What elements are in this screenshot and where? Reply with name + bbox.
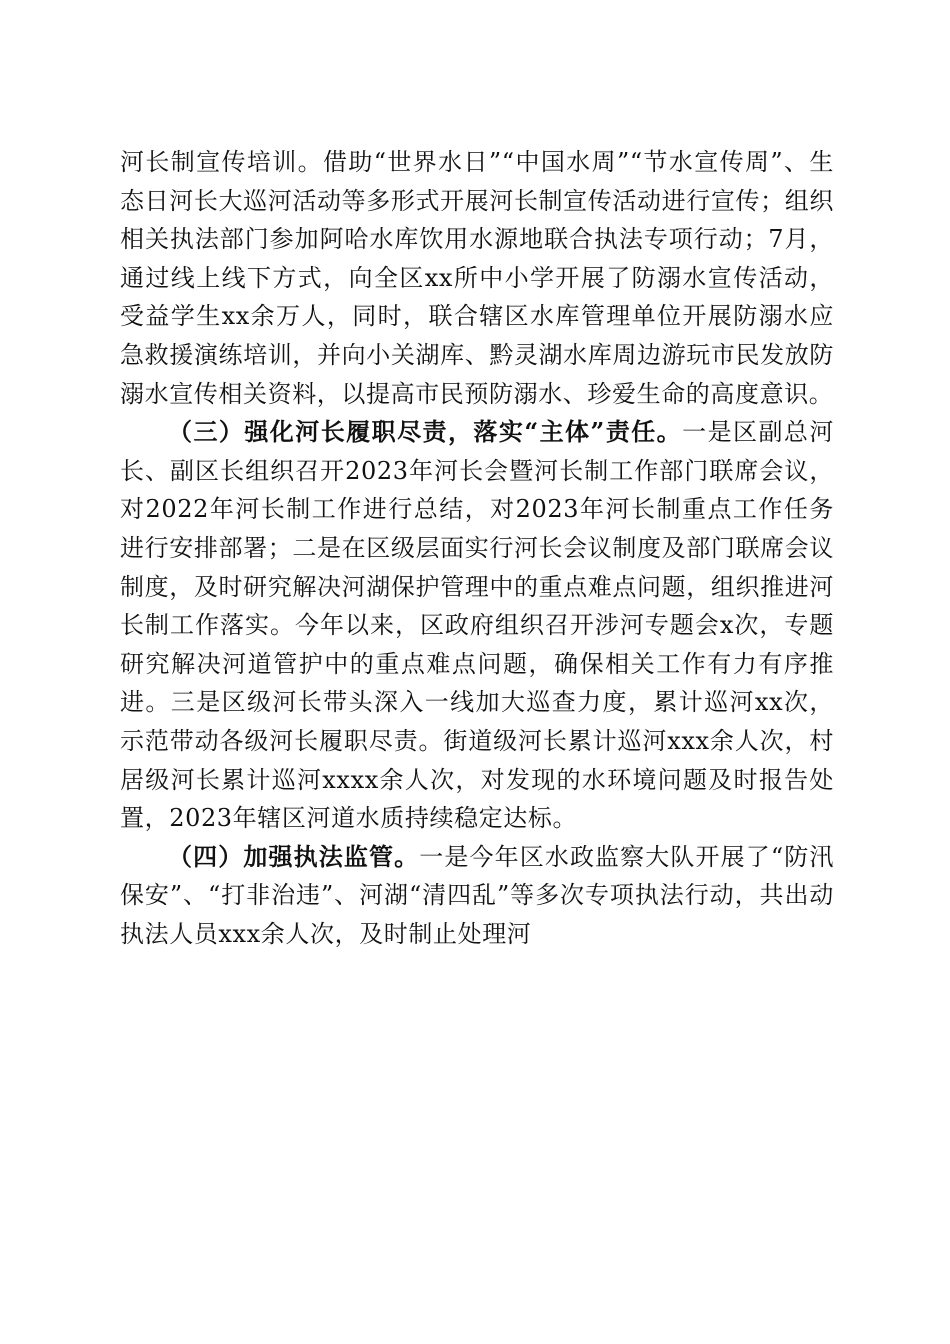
paragraph-law-enforcement — [120, 838, 834, 954]
paragraph-text: 一是区副总河长、副区长组织召开2023年河长会暨河长制工作部门联席会议，对2022年河长制工作进行总结，对2023年河长制重点工作任务进行安排部署；二是在区级层面实行河长会议制度及部门联席会议制度，及时研究解决河湖保护管理中的重点难点问题，组织推进河长制工作落实。今年以来，区政府组织召开涉河专题会x次，专题研究解决河道管护中的重点难点问题，确保相关工作有力有序推进。三是区级河长带头深入一线加大巡查力度，累计巡河xx次，示范带动各级河长履职尽责。街道级河长累计巡河xxx余人次，村居级河长累计巡河xxxx余人次，对发现的水环境问题及时报告处置，2023年辖区河道水质持续稳定达标。 — [120, 418, 834, 833]
paragraph-river-chief-duty — [120, 413, 834, 838]
section-heading-four: （四）加强执法监管。 — [168, 841, 420, 871]
document-body — [120, 143, 834, 953]
section-heading-three: （三）强化河长履职尽责，落实“主体”责任。 — [168, 417, 683, 447]
paragraph-text: 一是今年区水政监察大队开展了“防汛保安”、“打非治违”、河湖“清四乱”等多次专项执法行动，共出动执法人员xxx余人次，及时制止处理河 — [120, 842, 835, 948]
paragraph-text: 河长制宣传培训。借助“世界水日”“中国水周”“节水宣传周”、生态日河长大巡河活动等多形式开展河长制宣传活动进行宣传；组织相关执法部门参加阿哈水库饮用水源地联合执法专项行动；7月，通过线上线下方式，向全区xx所中小学开展了防溺水宣传活动，受益学生xx余万人，同时，联合辖区水库管理单位开展防溺水应急救援演练培训，并向小关湖库、黔灵湖水库周边游玩市民发放防溺水宣传相关资料，以提高市民预防溺水、珍爱生命的高度意识。 — [120, 148, 834, 408]
paragraph-publicity-training — [120, 143, 834, 413]
